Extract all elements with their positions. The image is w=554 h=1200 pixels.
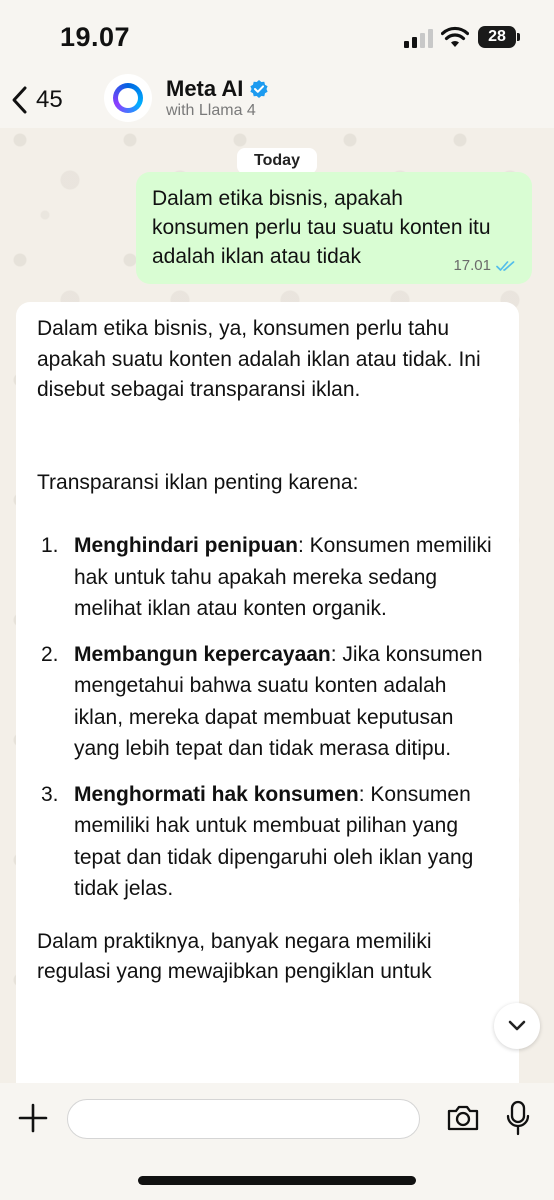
reasons-list — [37, 530, 499, 905]
message-paragraph: Dalam etika bisnis, ya, konsumen perlu tahu apakah suatu konten adalah iklan atau tidak. Ini disebut sebagai transparansi iklan. — [37, 317, 481, 401]
list-number: 3. — [41, 782, 59, 806]
unread-count: 45 — [36, 86, 63, 113]
list-item — [37, 639, 499, 765]
message-meta — [453, 257, 518, 274]
list-item-title: Membangun kepercayaan — [74, 642, 331, 666]
list-item-title: Menghindari penipuan — [74, 534, 298, 557]
microphone-icon[interactable] — [506, 1100, 530, 1136]
message-paragraph: Transparansi iklan penting karena: — [37, 470, 359, 494]
outgoing-message[interactable] — [136, 172, 532, 284]
list-item-title: Menghormati hak konsumen — [74, 782, 359, 806]
double-check-icon — [496, 259, 518, 273]
verified-badge-icon — [249, 79, 269, 99]
list-item — [37, 779, 499, 905]
message-paragraph: Dalam praktiknya, banyak negara memiliki regulasi yang mewajibkan pengiklan untuk — [37, 929, 432, 983]
list-item-body: : Konsumen memiliki hak untuk membuat pilihan yang tepat dan tidak dipengaruhi oleh iklan yang tidak jelas. — [74, 782, 474, 900]
date-chip: Today — [237, 148, 317, 174]
battery-indicator: 28 — [478, 26, 516, 48]
camera-icon[interactable] — [446, 1103, 480, 1133]
scroll-down-button[interactable] — [494, 1003, 540, 1049]
message-input[interactable] — [67, 1099, 420, 1139]
cellular-signal-icon — [404, 28, 434, 48]
avatar[interactable] — [104, 74, 152, 122]
chat-header — [0, 72, 554, 128]
wifi-icon — [441, 26, 469, 48]
list-item-body: : Konsumen memiliki hak untuk tahu apakah mereka sedang melihat iklan atau konten organik. — [74, 534, 492, 620]
contact-name-text: Meta AI — [166, 76, 244, 101]
contact-subtitle: with Llama 4 — [166, 102, 256, 119]
chevron-left-icon — [10, 85, 28, 115]
list-number: 1. — [41, 534, 59, 557]
status-time: 19.07 — [60, 22, 131, 52]
outgoing-message-text: Dalam etika bisnis, apakah konsumen perlu tau suatu konten itu adalah iklan atau tidak — [152, 187, 491, 268]
plus-icon[interactable] — [18, 1103, 48, 1133]
contact-name[interactable] — [166, 76, 269, 102]
chevron-down-icon — [507, 1019, 527, 1033]
incoming-message[interactable] — [16, 302, 519, 1102]
status-bar — [0, 0, 554, 72]
home-indicator — [138, 1176, 416, 1185]
list-item-body: : Jika konsumen mengetahui bahwa suatu konten adalah iklan, mereka dapat membuat keputusan yang lebih tepat dan tidak merasa ditipu. — [74, 642, 483, 760]
message-time: 17.01 — [453, 257, 491, 274]
list-number: 2. — [41, 642, 59, 666]
meta-ai-logo-icon — [113, 83, 143, 113]
list-item — [37, 530, 499, 625]
back-button[interactable] — [10, 80, 63, 120]
